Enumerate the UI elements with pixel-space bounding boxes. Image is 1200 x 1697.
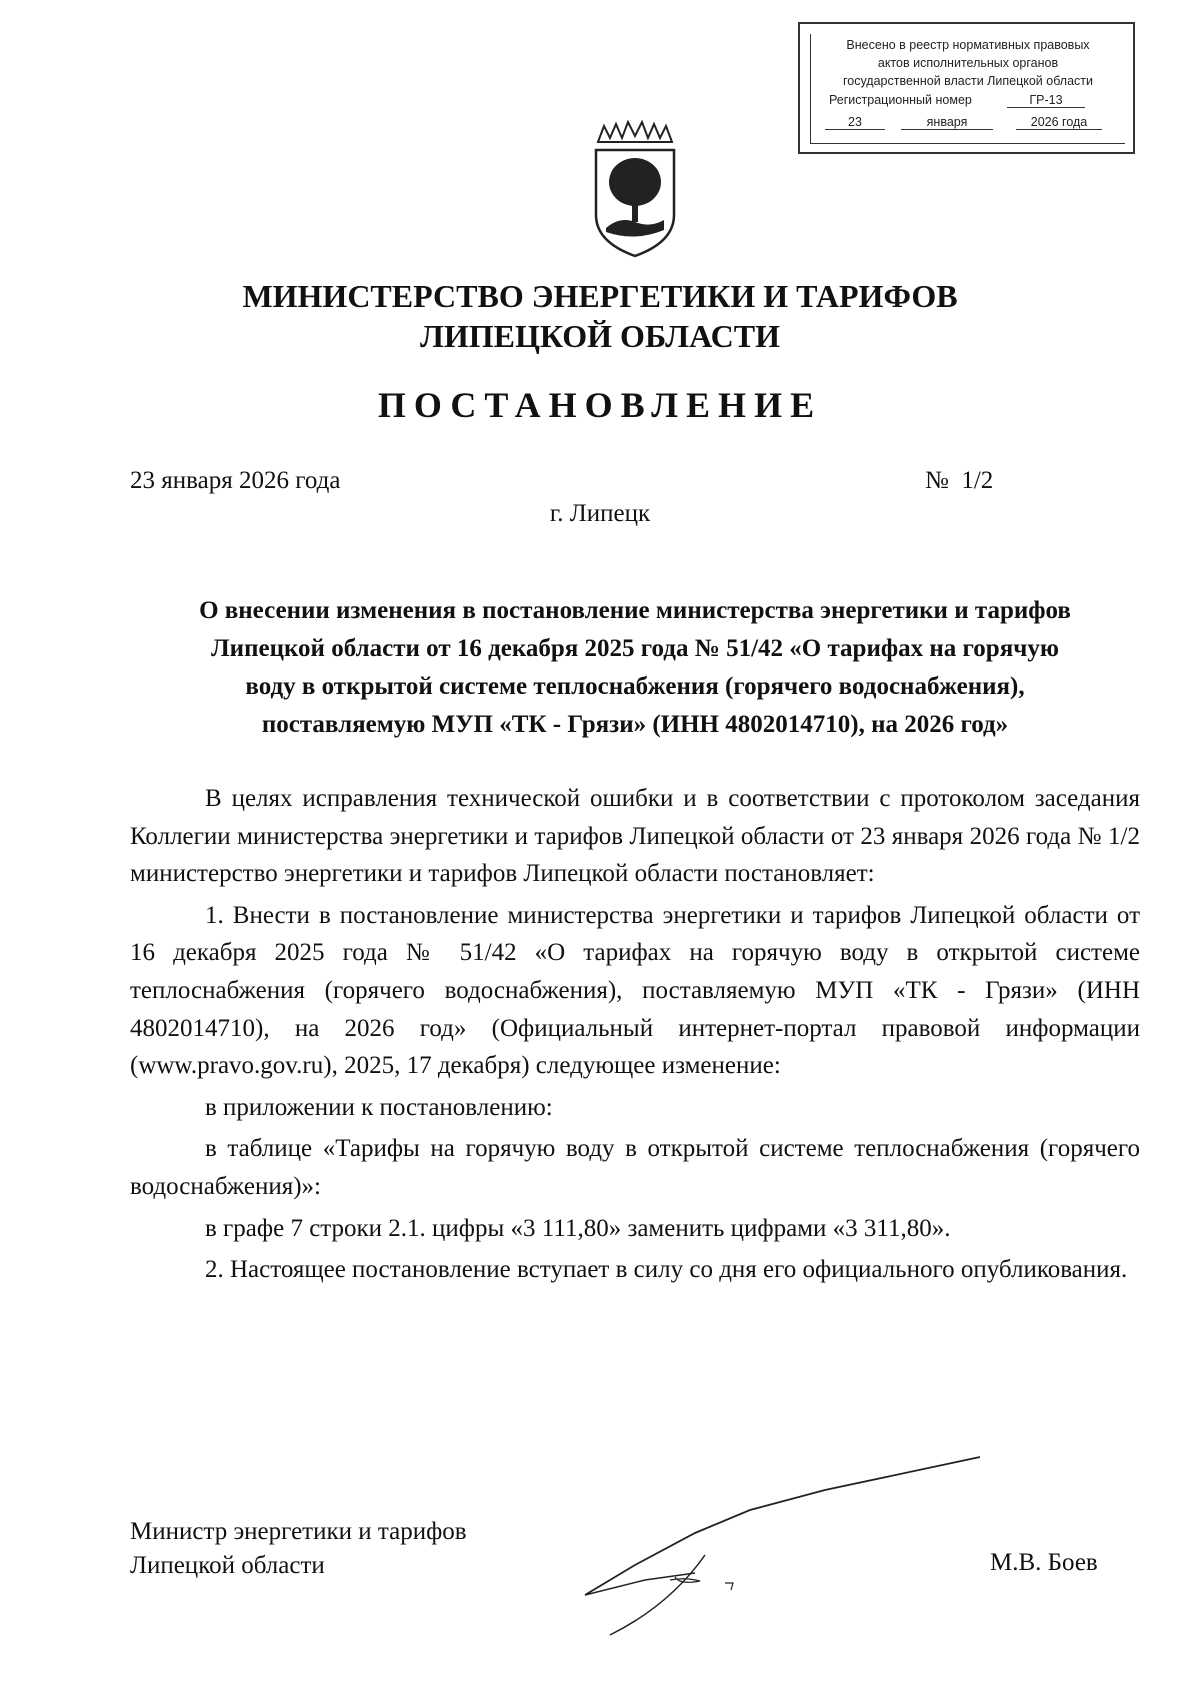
document-title xyxy=(130,592,1140,744)
document-city: г. Липецк xyxy=(549,500,651,527)
stamp-line-3: государственной власти Липецкой области xyxy=(842,74,1094,88)
body-paragraph-annex: в приложении к постановлению: xyxy=(205,1093,553,1121)
stamp-reg-number: ГР-13 xyxy=(1007,93,1085,108)
body-paragraph-item-2: 2. Настоящее постановление вступает в силу со дня его официального опубликования. xyxy=(205,1256,1128,1284)
ministry-line-2: ЛИПЕЦКОЙ ОБЛАСТИ xyxy=(420,318,780,354)
title-line-1: О внесении изменения в постановление министерства энергетики и тарифов xyxy=(199,597,1071,624)
registry-stamp xyxy=(798,22,1135,154)
stamp-month: января xyxy=(901,115,993,130)
title-line-4: поставляемую МУП «ТК - Грязи» (ИНН 4802014710), на 2026 год» xyxy=(261,711,1009,738)
signer-position xyxy=(130,1515,467,1583)
body-paragraph-preamble: В целях исправления технической ошибки и в соответствии с протоколом заседания Коллегии министерства энергетики и тарифов Липецкой области от 23 января 2026 года № 1/2 министерство энергетики и тарифов Липецкой области постановляет: xyxy=(130,785,1140,888)
document-number: № 1/2 xyxy=(925,467,994,494)
body-paragraph-change: в графе 7 строки 2.1. цифры «3 111,80» заменить цифрами «3 311,80». xyxy=(205,1214,951,1242)
stamp-line-2: актов исполнительных органов xyxy=(877,56,1059,70)
signer-position-line-2: Липецкой области xyxy=(130,1552,325,1579)
document-date: 23 января 2026 года xyxy=(130,467,341,494)
document-body xyxy=(130,780,1140,1293)
title-line-3: воду в открытой системе теплоснабжения (горячего водоснабжения), xyxy=(245,673,1025,700)
stamp-line-1: Внесено в реестр нормативных правовых xyxy=(846,38,1090,52)
registry-stamp-frame xyxy=(810,34,1125,144)
title-line-2: Липецкой области от 16 декабря 2025 года № 51/42 «О тарифах на горячую xyxy=(211,635,1059,662)
stamp-year: 2026 года xyxy=(1016,115,1102,130)
lipetsk-coat-of-arms-icon xyxy=(590,120,680,260)
stamp-day: 23 xyxy=(825,115,885,130)
document-type: ПОСТАНОВЛЕНИЕ xyxy=(377,385,823,425)
stamp-reg-label: Регистрационный номер xyxy=(829,93,972,107)
ministry-name xyxy=(0,276,1200,356)
ministry-line-1: МИНИСТЕРСТВО ЭНЕРГЕТИКИ И ТАРИФОВ xyxy=(242,278,958,314)
body-paragraph-item-1: 1. Внести в постановление министерства энергетики и тарифов Липецкой области от 16 декабря 2025 года № 51/42 «О тарифах на горячую воду в открытой системе теплоснабжения (горячего водоснабжения), поставляемую МУП «ТК - Грязи» (ИНН 4802014710), на 2026 год» (Официальный интернет-портал правовой информации (www.pravo.gov.ru), 2025, 17 декабря) следующее изменение: xyxy=(130,901,1140,1080)
signer-name: М.В. Боев xyxy=(990,1549,1098,1576)
handwritten-signature xyxy=(575,1455,995,1640)
body-paragraph-table: в таблице «Тарифы на горячую воду в открытой системе теплоснабжения (горячего водоснабжения)»: xyxy=(130,1135,1140,1200)
signer-position-line-1: Министр энергетики и тарифов xyxy=(130,1518,467,1545)
